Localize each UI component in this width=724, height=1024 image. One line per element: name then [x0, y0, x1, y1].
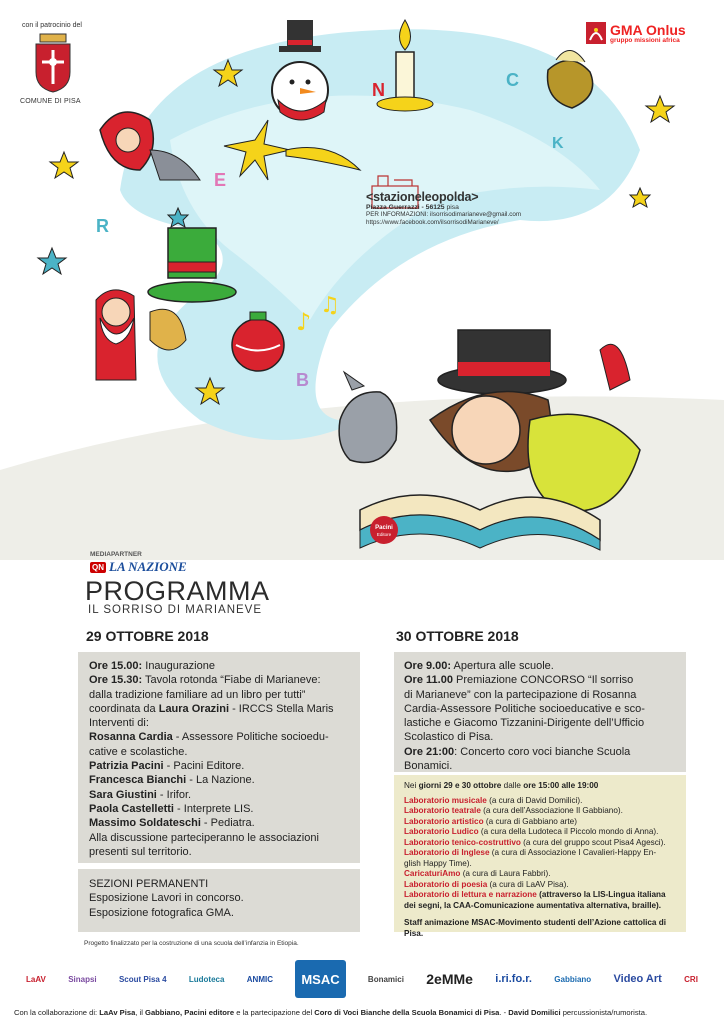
workshop-name: Laboratorio tenico-costruttivo — [404, 837, 521, 847]
schedule-line — [404, 688, 677, 702]
schedule-line — [89, 831, 350, 845]
workshop-item — [404, 880, 677, 891]
intro-days: giorni 29 e 30 ottobre — [418, 781, 502, 790]
schedule-text: Premiazione CONCORSO “Il sorriso — [452, 674, 634, 687]
schedule-line — [89, 702, 350, 716]
sponsor-label: CRI — [684, 974, 698, 984]
coordinator-name: Laura Orazini — [158, 702, 230, 715]
speaker-role: - Irifor. — [156, 788, 192, 801]
workshop-host: glish Happy Time). — [404, 858, 472, 868]
permanent-sections — [78, 869, 360, 932]
svg-text:E: E — [214, 170, 227, 190]
svg-text:C: C — [506, 70, 519, 90]
venue-street: Piazza Guerrazzi - 56125 — [366, 204, 445, 211]
speaker-name: Paola Castelletti — [89, 802, 174, 815]
footer-text: , il — [135, 1008, 146, 1017]
workshop-item — [404, 859, 677, 870]
gma-subtitle: gruppo missioni africa — [610, 36, 680, 44]
schedule-line — [89, 659, 350, 673]
sponsor-logo — [614, 960, 662, 998]
speaker-name: Patrizia Pacini — [89, 760, 164, 773]
footer-bold: David Domilici — [508, 1008, 561, 1017]
sponsor-label: MSAC — [301, 971, 340, 987]
day1-heading: 29 OTTOBRE 2018 — [86, 628, 209, 644]
program-subtitle: IL SORRISO DI MARIANEVE — [88, 604, 263, 616]
la-nazione-name: LA NAZIONE — [109, 559, 187, 574]
workshop-host: (attraverso la LIS-Lingua italiana — [536, 890, 666, 899]
workshop-host: (a cura di David Domilici). — [486, 795, 583, 805]
workshops-intro — [404, 781, 677, 792]
schedule-line — [89, 688, 350, 702]
sponsor-logo — [295, 960, 345, 998]
speaker-name: Massimo Soldateschi — [89, 817, 201, 830]
day2-schedule — [394, 652, 686, 772]
schedule-time: Ore 11.00 — [404, 674, 453, 687]
workshop-name: Laboratorio teatrale — [404, 806, 481, 815]
sponsor-logos — [20, 956, 704, 1002]
workshop-host: (a cura di Laura Fabbri). — [460, 869, 551, 878]
workshop-host: (a cura dell’Associazione Il Gabbiano). — [480, 806, 623, 815]
speaker-name: Sara Giustini — [89, 788, 157, 801]
footer-bold: Gabbiano, Pacini editore — [145, 1008, 235, 1017]
workshop-host: (a cura del gruppo scout Pisa4 Agesci). — [520, 837, 666, 847]
permanent-item: Esposizione Lavori in concorso. — [89, 892, 244, 905]
workshop-item — [404, 817, 677, 828]
svg-text:B: B — [296, 370, 309, 390]
schedule-text: dalla tradizione familiare ad un libro per tutti” — [89, 688, 306, 701]
workshop-item — [404, 848, 677, 859]
workshop-item — [404, 838, 677, 849]
schedule-text: Cardia-Assessore Politiche socioeducative e sco- — [404, 702, 645, 715]
schedule-line — [89, 773, 350, 787]
workshop-host: dei segni, la CAA-Comunicazione aumentativa alternativa, braille). — [404, 900, 662, 910]
workshop-name: Laboratorio di poesia — [404, 879, 488, 889]
speaker-role: - Pacini Editore. — [163, 760, 245, 773]
speaker-role: - Interprete LIS. — [173, 802, 254, 815]
workshop-name: Laboratorio musicale — [404, 795, 487, 805]
workshop-item — [404, 796, 677, 807]
svg-text:♪: ♪ — [296, 308, 312, 336]
schedule-time: Ore 15.30: — [89, 674, 143, 687]
schedule-text: cative e scolastiche. — [89, 745, 188, 758]
sponsor-label: Scout Pisa 4 — [118, 974, 167, 984]
workshop-host: (a cura di Gabbiano arte) — [483, 816, 577, 826]
sponsor-label: ANMIC — [246, 974, 273, 984]
svg-text:R: R — [96, 216, 109, 236]
venue-name: <stazioneleopolda> — [366, 190, 479, 204]
qn-badge: QN — [92, 562, 104, 572]
sponsor-label: i.ri.fo.r. — [495, 973, 532, 985]
staff-note: Staff animazione MSAC-Movimento studenti dell’Azione cattolica di Pisa. — [404, 918, 667, 938]
footer-text: . - — [499, 1008, 509, 1017]
workshop-item — [404, 890, 677, 901]
media-partner — [90, 551, 187, 575]
schedule-line — [404, 702, 677, 716]
schedule-text: Interventi di: — [89, 717, 149, 730]
speaker-role: - Pediatra. — [200, 817, 255, 830]
workshop-name: Laboratorio artistico — [404, 816, 484, 826]
schedule-line — [89, 730, 350, 744]
sponsor-logo — [68, 960, 96, 998]
schedule-text: : Concerto coro voci bianche Scuola — [454, 745, 631, 758]
speaker-role: - Assessore Politiche socioedu- — [172, 731, 329, 744]
schedule-line — [89, 845, 350, 859]
schedule-text: Alla discussione parteciperanno le associazioni — [89, 831, 319, 844]
schedule-line — [89, 788, 350, 802]
workshop-host: (a cura della Ludoteca il Piccolo mondo di Anna). — [478, 827, 659, 836]
footer-text: e la partecipazione del — [234, 1008, 315, 1017]
schedule-time: Ore 21:00 — [404, 745, 455, 758]
project-note: Progetto finalizzato per la costruzione di una scuola dell’infanzia in Etiopia. — [84, 940, 299, 947]
workshop-host: (a cura di Associazione I Cavalieri-Happy En- — [489, 848, 657, 857]
sponsor-logo — [119, 960, 167, 998]
sponsor-label: Video Art — [613, 973, 662, 985]
intro-text: Nei — [404, 781, 419, 790]
footer-bold: LaAv Pisa — [99, 1008, 136, 1017]
workshop-name: CaricaturiAmo — [404, 869, 461, 878]
sponsor-logo — [684, 960, 698, 998]
media-partner-label: MEDIAPARTNER — [90, 551, 142, 558]
intro-text: dalle — [501, 781, 524, 790]
sponsor-logo — [247, 960, 273, 998]
venue-city: pisa — [446, 204, 459, 211]
sponsor-logo — [426, 960, 473, 998]
speaker-name: Francesca Bianchi — [89, 774, 187, 787]
schedule-line — [89, 759, 350, 773]
sponsor-label: LaAV — [26, 974, 46, 984]
workshop-name: Laboratorio di Inglese — [404, 848, 490, 857]
sponsor-logo — [495, 960, 532, 998]
sponsor-logo — [189, 960, 225, 998]
schedule-time: Ore 9.00: — [404, 660, 452, 672]
workshops-panel — [394, 775, 686, 938]
sponsor-label: Gabbiano — [554, 974, 592, 984]
patronage-label: con il patrocinio del — [22, 22, 82, 29]
workshop-name: Laboratorio Ludico — [404, 827, 479, 836]
pacini-editore-badge — [370, 516, 398, 544]
footer-text: Con la collaborazione di: — [14, 1008, 100, 1017]
permanent-heading: SEZIONI PERMANENTI — [89, 878, 209, 890]
comune-label: COMUNE DI PISA — [20, 98, 81, 105]
schedule-text: di Marianeve” con la partecipazione di Rosanna — [404, 688, 637, 701]
schedule-line — [404, 730, 677, 744]
day2-heading: 30 OTTOBRE 2018 — [396, 628, 519, 644]
gma-onlus-logo — [586, 22, 686, 44]
schedule-text: Inaugurazione — [142, 660, 215, 672]
gma-name: GMA Onlus — [610, 21, 686, 38]
comune-pisa-crest-icon — [30, 32, 76, 94]
venue-facebook-link[interactable]: https://www.facebook.com/ilsorrisodiMarianeve/ — [366, 219, 499, 226]
speaker-name: Rosanna Cardia — [89, 731, 173, 744]
schedule-line — [89, 745, 350, 759]
sponsor-logo — [26, 960, 46, 998]
schedule-text: Tavola rotonda “Fiabe di Marianeve: — [142, 674, 321, 687]
workshop-item — [404, 901, 677, 912]
schedule-line — [404, 716, 677, 730]
sponsor-label: Bonamici — [367, 974, 404, 984]
sponsor-label: Ludoteca — [188, 974, 225, 984]
schedule-line — [404, 659, 677, 673]
workshop-item — [404, 827, 677, 838]
day1-schedule — [78, 652, 360, 863]
workshop-item — [404, 869, 677, 880]
footer-bold: Coro di Voci Bianche della Scuola Bonamici di Pisa — [314, 1008, 500, 1017]
intro-hours: ore 15:00 alle 19:00 — [523, 781, 599, 790]
la-nazione-logo — [90, 559, 187, 575]
venue-address — [366, 204, 536, 211]
snowman-figure — [272, 20, 328, 120]
svg-text:K: K — [552, 135, 564, 152]
workshop-name: Laboratorio di lettura e narrazione — [404, 890, 537, 899]
schedule-line — [404, 673, 677, 687]
schedule-text: Apertura alle scuole. — [451, 660, 554, 672]
schedule-text: presenti sul territorio. — [89, 845, 192, 858]
schedule-line — [404, 745, 677, 759]
schedule-line — [89, 673, 350, 687]
coordinator-org: - IRCCS Stella Maris — [229, 702, 334, 715]
venue-block — [366, 190, 536, 227]
schedule-line — [404, 759, 677, 773]
svg-text:N: N — [372, 80, 385, 100]
schedule-line — [89, 802, 350, 816]
schedule-text: Bonamici. — [404, 760, 453, 773]
schedule-text: coordinata da — [89, 702, 159, 715]
sponsor-logo — [368, 960, 404, 998]
workshop-host: (a cura di LaAV Pisa). — [487, 879, 569, 889]
svg-text:Editore: Editore — [376, 532, 392, 537]
wolf-figure — [339, 372, 397, 463]
permanent-item: Esposizione fotografica GMA. — [89, 906, 234, 919]
svg-text:Pacini: Pacini — [375, 525, 393, 531]
footer-text: percussionista/rumorista. — [560, 1008, 648, 1017]
schedule-text: Scolastico di Pisa. — [404, 731, 494, 744]
svg-text:♫: ♫ — [320, 293, 340, 318]
speaker-role: - La Nazione. — [186, 774, 255, 787]
schedule-time: Ore 15.00: — [89, 660, 143, 672]
schedule-line — [89, 816, 350, 830]
collaboration-footer — [14, 1008, 714, 1017]
sponsor-label: Sinapsi — [68, 974, 97, 984]
sponsor-label: 2eMMe — [426, 971, 473, 987]
venue-info: PER INFORMAZIONI: ilsorrisodimarianeve@gmail.com — [366, 211, 522, 218]
gma-logo-icon — [586, 22, 606, 44]
schedule-text: lastiche e Giacomo Tizzanini-Dirigente dell’Ufficio — [404, 717, 645, 730]
schedule-line — [89, 716, 350, 730]
workshop-item — [404, 806, 677, 817]
sponsor-logo — [554, 960, 591, 998]
program-title: PROGRAMMA — [85, 576, 270, 606]
